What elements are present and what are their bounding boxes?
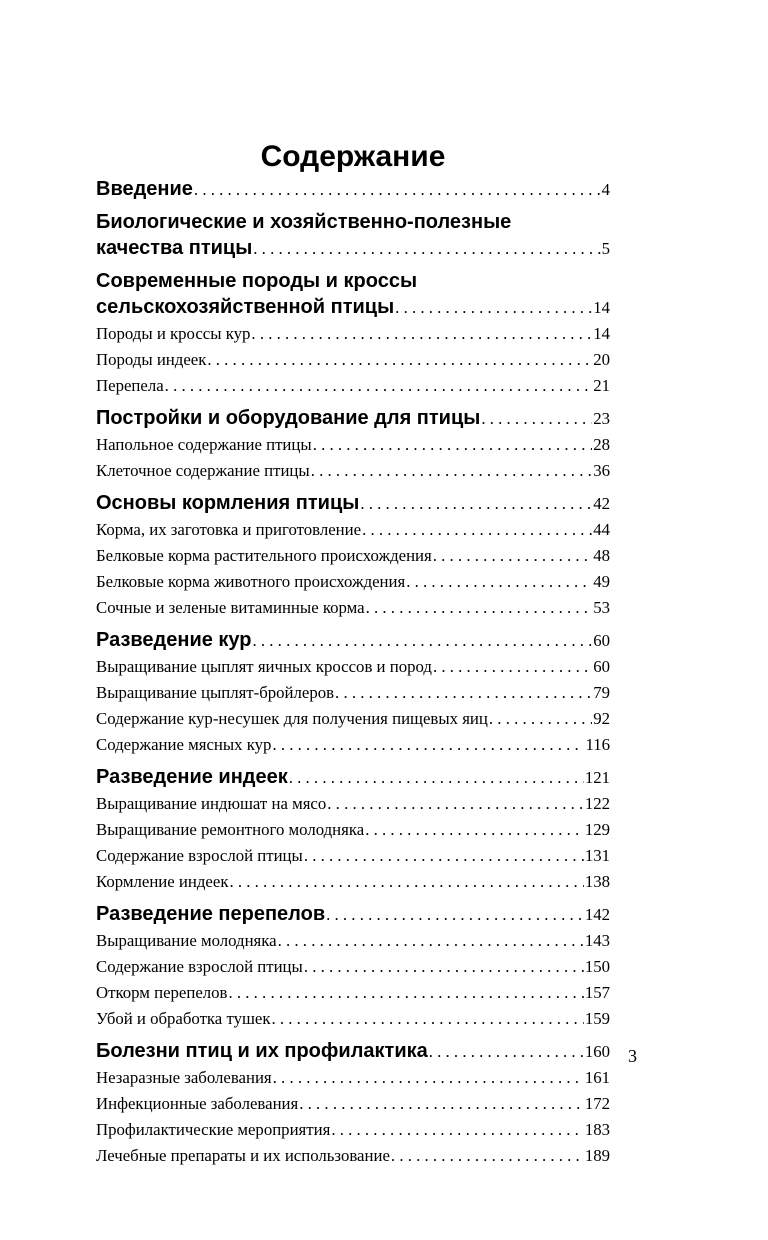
- dot-leader: [272, 732, 584, 758]
- toc-section-entry[interactable]: [96, 680, 610, 706]
- toc-entry-page: 129: [584, 820, 610, 839]
- toc-section-entry[interactable]: [96, 732, 610, 758]
- toc-chapter-entry[interactable]: [96, 1038, 610, 1065]
- dot-leader: [304, 843, 584, 869]
- dot-leader: [391, 1143, 584, 1169]
- toc-section-entry[interactable]: [96, 654, 610, 680]
- toc-entry-label: Разведение перепелов: [96, 903, 326, 925]
- toc-entry-label-line1: Биологические и хозяйственно-полезные: [96, 211, 512, 233]
- dot-leader: [273, 1065, 584, 1091]
- dot-leader: [311, 458, 593, 484]
- toc-chapter-entry[interactable]: [96, 901, 610, 928]
- toc-entry-label: Напольное содержание птицы: [96, 435, 312, 454]
- dot-leader: [331, 1117, 584, 1143]
- toc-entry-label: Белковые корма растительного происхождения: [96, 546, 432, 565]
- toc-section-entry[interactable]: [96, 458, 610, 484]
- toc-entry-page: 159: [584, 1009, 610, 1028]
- toc-section-entry[interactable]: [96, 1143, 610, 1169]
- page-title: Содержание: [260, 140, 446, 173]
- toc-section-entry[interactable]: [96, 432, 610, 458]
- dot-leader: [406, 569, 592, 595]
- dot-leader: [207, 347, 592, 373]
- dot-leader: [327, 791, 584, 817]
- toc-chapter-entry[interactable]: [96, 627, 610, 654]
- dot-leader: [489, 706, 592, 732]
- toc-entry-label: Выращивание цыплят яичных кроссов и пород: [96, 657, 432, 676]
- toc-entry-label: Выращивание индюшат на мясо: [96, 794, 327, 813]
- toc-section-entry[interactable]: [96, 1006, 610, 1032]
- dot-leader: [395, 295, 592, 321]
- toc-entry-label: Откорм перепелов: [96, 983, 228, 1002]
- dot-leader: [362, 517, 592, 543]
- toc-entry-label: Корма, их заготовка и приготовление: [96, 520, 362, 539]
- dot-leader: [253, 236, 600, 262]
- toc-entry-page: 53: [593, 598, 610, 617]
- toc-section-entry[interactable]: [96, 595, 610, 621]
- toc-section-entry[interactable]: [96, 706, 610, 732]
- toc-section-entry[interactable]: [96, 373, 610, 399]
- toc-entry-multiline: [96, 268, 610, 321]
- toc-entry-label: сельскохозяйственной птицы: [96, 296, 395, 318]
- toc-chapter-entry[interactable]: [96, 176, 610, 203]
- toc-entry-label: Содержание взрослой птицы: [96, 957, 303, 976]
- toc-entry-label: Выращивание цыплят-бройлеров: [96, 683, 335, 702]
- toc-entry-multiline: [96, 209, 610, 262]
- toc-section-entry[interactable]: [96, 1117, 610, 1143]
- dot-leader: [271, 1006, 583, 1032]
- toc-entry-label: Выращивание ремонтного молодняка: [96, 820, 365, 839]
- toc-chapter-entry[interactable]: [96, 405, 610, 432]
- dot-leader: [313, 432, 593, 458]
- toc-entry-label: Содержание взрослой птицы: [96, 846, 303, 865]
- dot-leader: [253, 628, 593, 654]
- toc-entry-page: 23: [593, 409, 610, 428]
- toc-chapter-entry[interactable]: [96, 294, 610, 321]
- toc-entry-page: 79: [593, 683, 610, 702]
- toc-entry-label: Незаразные заболевания: [96, 1068, 272, 1087]
- toc-entry-label: Перепела: [96, 376, 164, 395]
- dot-leader: [360, 491, 592, 517]
- dot-leader: [229, 869, 583, 895]
- toc-entry-page: 150: [584, 957, 610, 976]
- dot-leader: [289, 765, 584, 791]
- toc-section-entry[interactable]: [96, 954, 610, 980]
- toc-entry-page: 36: [593, 461, 610, 480]
- dot-leader: [429, 1039, 584, 1065]
- dot-leader: [278, 928, 584, 954]
- toc-entry-page: 60: [593, 657, 610, 676]
- toc-section-entry[interactable]: [96, 980, 610, 1006]
- dot-leader: [433, 543, 592, 569]
- dot-leader: [194, 177, 601, 203]
- toc-entry-label: Инфекционные заболевания: [96, 1094, 299, 1113]
- toc-entry-label: Постройки и оборудование для птицы: [96, 407, 481, 429]
- toc-entry-label: Болезни птиц и их профилактика: [96, 1040, 428, 1062]
- toc-section-entry[interactable]: [96, 321, 610, 347]
- toc-entry-page: 131: [584, 846, 610, 865]
- toc-entry-page: 42: [593, 494, 610, 513]
- toc-section-entry[interactable]: [96, 869, 610, 895]
- toc-entry-page: 189: [584, 1146, 610, 1165]
- toc-entry-page: 143: [584, 931, 610, 950]
- page-number: 3: [628, 1046, 637, 1066]
- toc-entry-label: Клеточное содержание птицы: [96, 461, 310, 480]
- toc-entry-label: Содержание кур-несушек для получения пищевых яиц: [96, 709, 488, 728]
- toc-section-entry[interactable]: [96, 1091, 610, 1117]
- toc-entry-page: 116: [585, 735, 610, 754]
- toc-entry-label: качества птицы: [96, 237, 253, 259]
- toc-entry-label: Профилактические мероприятия: [96, 1120, 331, 1139]
- dot-leader: [433, 654, 592, 680]
- toc-entry-page: 161: [584, 1068, 610, 1087]
- toc-section-entry[interactable]: [96, 843, 610, 869]
- dot-leader: [365, 817, 584, 843]
- toc-section-entry[interactable]: [96, 928, 610, 954]
- dot-leader: [165, 373, 593, 399]
- toc-chapter-entry[interactable]: [96, 490, 610, 517]
- toc-chapter-entry[interactable]: [96, 764, 610, 791]
- toc-entry-page: 172: [584, 1094, 610, 1113]
- toc-entry-label: Разведение индеек: [96, 766, 288, 788]
- toc-section-entry[interactable]: [96, 1065, 610, 1091]
- toc-entry-page: 5: [601, 239, 610, 258]
- toc-section-entry[interactable]: [96, 817, 610, 843]
- toc-entry-page: 157: [584, 983, 610, 1002]
- toc-entry-label: Основы кормления птицы: [96, 492, 360, 514]
- toc-entry-label: Содержание мясных кур: [96, 735, 272, 754]
- dot-leader: [299, 1091, 584, 1117]
- toc-entry-label: Лечебные препараты и их использование: [96, 1146, 390, 1165]
- toc-entry-page: 183: [584, 1120, 610, 1139]
- toc-entry-label: Породы и кроссы кур: [96, 324, 251, 343]
- toc-section-entry[interactable]: [96, 517, 610, 543]
- toc-entry-page: 92: [593, 709, 610, 728]
- toc-entry-page: 48: [593, 546, 610, 565]
- toc-entry-label: Убой и обработка тушек: [96, 1009, 271, 1028]
- toc-entry-page: 142: [584, 905, 610, 924]
- toc-entry-page: 122: [584, 794, 610, 813]
- toc-entry-page: 138: [584, 872, 610, 891]
- toc-entry-page: 20: [593, 350, 610, 369]
- toc-entry-page: 14: [593, 324, 610, 343]
- dot-leader: [366, 595, 593, 621]
- toc-entry-page: 44: [593, 520, 610, 539]
- toc-entry-label: Разведение кур: [96, 629, 252, 651]
- toc-list: [96, 176, 610, 1169]
- dot-leader: [335, 680, 592, 706]
- toc-section-entry[interactable]: [96, 347, 610, 373]
- toc-entry-page: 14: [593, 298, 610, 317]
- dot-leader: [251, 321, 592, 347]
- toc-section-entry[interactable]: [96, 791, 610, 817]
- toc-entry-page: 4: [601, 180, 610, 199]
- dot-leader: [304, 954, 584, 980]
- dot-leader: [228, 980, 583, 1006]
- toc-section-entry[interactable]: [96, 569, 610, 595]
- toc-chapter-entry[interactable]: [96, 235, 610, 262]
- toc-entry-page: 160: [584, 1042, 610, 1061]
- toc-entry-page: 121: [584, 768, 610, 787]
- toc-entry-label: Сочные и зеленые витаминные корма: [96, 598, 365, 617]
- toc-entry-label: Введение: [96, 178, 193, 200]
- toc-entry-page: 28: [593, 435, 610, 454]
- toc-entry-label: Белковые корма животного происхождения: [96, 572, 406, 591]
- toc-entry-label: Кормление индеек: [96, 872, 229, 891]
- toc-entry-label: Выращивание молодняка: [96, 931, 277, 950]
- toc-entry-label-line1: Современные породы и кроссы: [96, 270, 418, 292]
- toc-entry-label: Породы индеек: [96, 350, 207, 369]
- dot-leader: [481, 406, 592, 432]
- toc-entry-page: 60: [593, 631, 610, 650]
- toc-entry-page: 21: [593, 376, 610, 395]
- toc-section-entry[interactable]: [96, 543, 610, 569]
- dot-leader: [326, 902, 584, 928]
- table-of-contents: [96, 140, 610, 1169]
- toc-entry-page: 49: [593, 572, 610, 591]
